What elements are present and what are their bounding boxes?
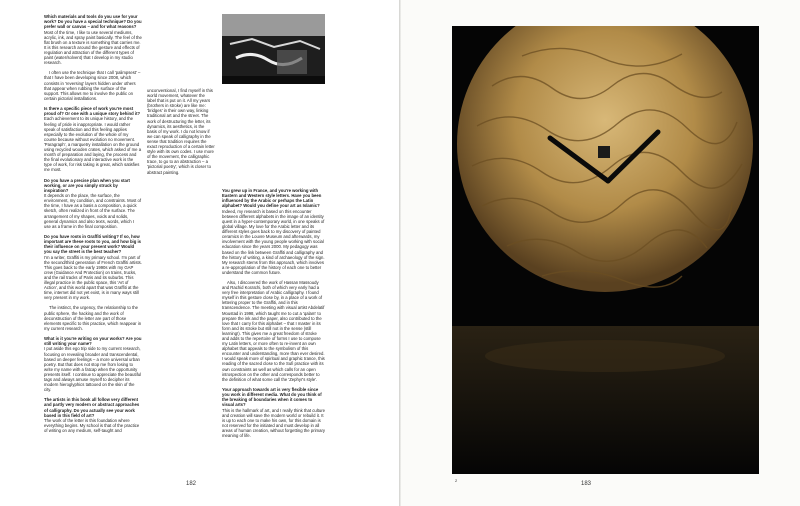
interview-answer: The work of the letter is this foundation where everything begins. My school is that of the practice of writing on any medium, self-taught and <box>44 418 140 434</box>
interview-question: Do you have roots in Graffiti writing? If so, how important are these roots to you, and how big is their influence on your present work? Would you say the street is the best teacher? <box>44 233 142 255</box>
interview-answer: Most of the time, I like to use several mediums, acrylic, ink, and spray paint basically. The feel of the flat brush on a texture is something that carries me. It is this research around the gesture and effects of regulation and attraction of the different types of paint (water/solvent) that I develop in my studio research. <box>44 29 142 66</box>
interview-answer: I'm a writer, Graffiti is my primary school. I'm part of the second/third generation of French Graffiti artists. This goes back to the early 1990s with my GAP crew (Guidance And Protection) on trains, trucks, and the rail tracks of Paris and its suburbs. This illegal practice in the public space, this 'Art of Action', and this world apart that was Graffiti at the time, internet did not yet exist, is in many ways still very present in my work. <box>44 254 142 301</box>
interview-question: Do you have a precise plan when you start working, or are you simply struck by inspiration? <box>44 177 130 193</box>
interview-answer: Also, I discovered the work of Hassan Massoudy and Rachid Koraïchi, both of which very early had a very free interpretation of Arabic calligraphy. I found myself in this gesture close by, in a place of a work of lettering proper to the Graffiti, and in this transcendence. The meeting with visual artist Abdelatif Moustad in 1998, which taught me to cut a 'qalam' to prepare the ink and the paper, also contributed to the love that I carry for this alphabet – that I master in its form and its stroke but still not in the sense (still learning!). This gives me a great freedom of stroke and adds to the repertoire of forms I use to compose my Latin letters, or more often to re-invent an own alphabet that appeals to the symbolism of this encounter and understanding, more than ever desired. I would speak more of spiritual and graphic trance, this reading of the sacred close to the Sufi practice with its own constraints as well as which calls for an open introspection on the other and corresponds better to the definition of what some call the 'Zephyr's style'. <box>222 279 325 382</box>
interview-answer: Each achievement to its unique history, and the feeling of pride is inappropriate. I would rather speak of satisfaction and this feeling applies especially to the evolution of the whole of my course because without evolution no movement. 'Paragraph', a marquetry installation on the ground using recycled wooden crates, which asked of me a month of preparation and laying, the process and the final evolutionary and interactive work is the type of work, for risk taking is great, which satisfies me most. <box>44 116 142 173</box>
interview-answer: This is the hallmark of art, and I really think that culture and creation will save the modern world or rebuild it. It is up to each one to make his own, for this domain is not reserved for the initiated and must develop in all areas of human creation, without forgetting the primary meaning of life. <box>222 407 325 439</box>
page-number-left: 182 <box>186 481 197 487</box>
interview-question: Is there a specific piece of work you're most proud of? Or one with a unique story behind it? <box>44 105 141 116</box>
interview-question: The artists in this book all follow very different and partly very modern or abstract approaches of calligraphy. Do you actually see your work based in this field of art? <box>44 397 140 418</box>
interview-answer: Indeed, my research is based on this encounter between different alphabets in the image of an identity quest in a hyper-contemporary world, in one speaks of global village. My love for the Arabic letter and its different styles goes back to my discovery of painted ceramics in the Louvre Museum and afterwards, my involvement with the young people working with social education since the years 2000. My pedagogy was based on the link between Graffiti and calligraphy and the history of writing, a kind of archaeology of the sign. My research stems from this approach, which involves a re-appropriation of the history of each one to better understand the common future. <box>222 208 325 275</box>
artwork-plate <box>452 26 759 474</box>
left-page <box>0 0 399 506</box>
interview-question: Which materials and tools do you use for your work? Do you have a special technique? Do you prefer wall or canvas – and for what reasons? <box>44 14 142 30</box>
interview-question: What is it you're writing on your works? Are you still writing your name? <box>44 335 142 346</box>
text-column-2 <box>147 88 215 180</box>
graffiti-photo <box>222 14 325 84</box>
interview-question: You grew up in France, and you're working with Eastern and Western style letters. Have you been influenced by the Arabic or perhaps the Latin alphabet? Would you define your art as Islamic? <box>222 188 322 209</box>
plate-marker: 2 <box>455 478 458 483</box>
interview-answer: I often use the technique that I call 'palimpsest' – that I have been developing since 2008, which consists in 'reversing' layers hidden under others that appear when rubbing the surface of the support. This allows me to involve the public on certain pictorial installations. <box>44 70 141 101</box>
interview-answer: It depends on the place, the surface, the environment, my condition, and constraints. Most of the time, I have as a basis a composition, a quick sketch, often realized in front of the surface. The arrangement of my shapes, voids and solids, general dynamics and also texts, words, which I use as a frame in the final composition. <box>44 193 142 229</box>
page-number-right: 183 <box>581 481 592 487</box>
interview-answer: The instinct, the urgency, the relationship to the public sphere, the hacking and the work of deconstruction of the letter are part of those elements specific to this practice, which reappear in my current research. <box>44 305 142 331</box>
interview-question: Your approach towards art is very flexible since you work in different media. What do you think of the breaking of boundaries when it comes to visual arts? <box>222 386 322 408</box>
interview-answer: unconventional, I find myself in this world movement, whatever the label that is put on it. All my years (brothers in stroke) are like me: 'bridges' in their own way, linking traditional art and the street. The work of destructuring the letter, its dynamics, its aesthetics, is the basis of my work. I do not know if we can speak of calligraphy in the sense that tradition requires the exact reproduction of a certain letter style with its own codes. I use more of the movement, the calligraphic trace, to go to an abstraction – a 'pictorial poetry', which is closer to abstract painting. <box>147 88 215 175</box>
interview-answer: I put aside this ego trip side to my current research, focusing on revealing broader and transcendental, based on deeper feelings – a more universal urban poetry. But that does not stop me from losing to write my name with a fatcap when the opportunity presents itself. I continue to appreciate the beautiful tags and always amuse myself to decipher its modern hieroglyphics tattooed on the skin of the city. <box>44 346 142 393</box>
text-column-1 <box>44 14 142 438</box>
text-column-3 <box>222 188 325 443</box>
